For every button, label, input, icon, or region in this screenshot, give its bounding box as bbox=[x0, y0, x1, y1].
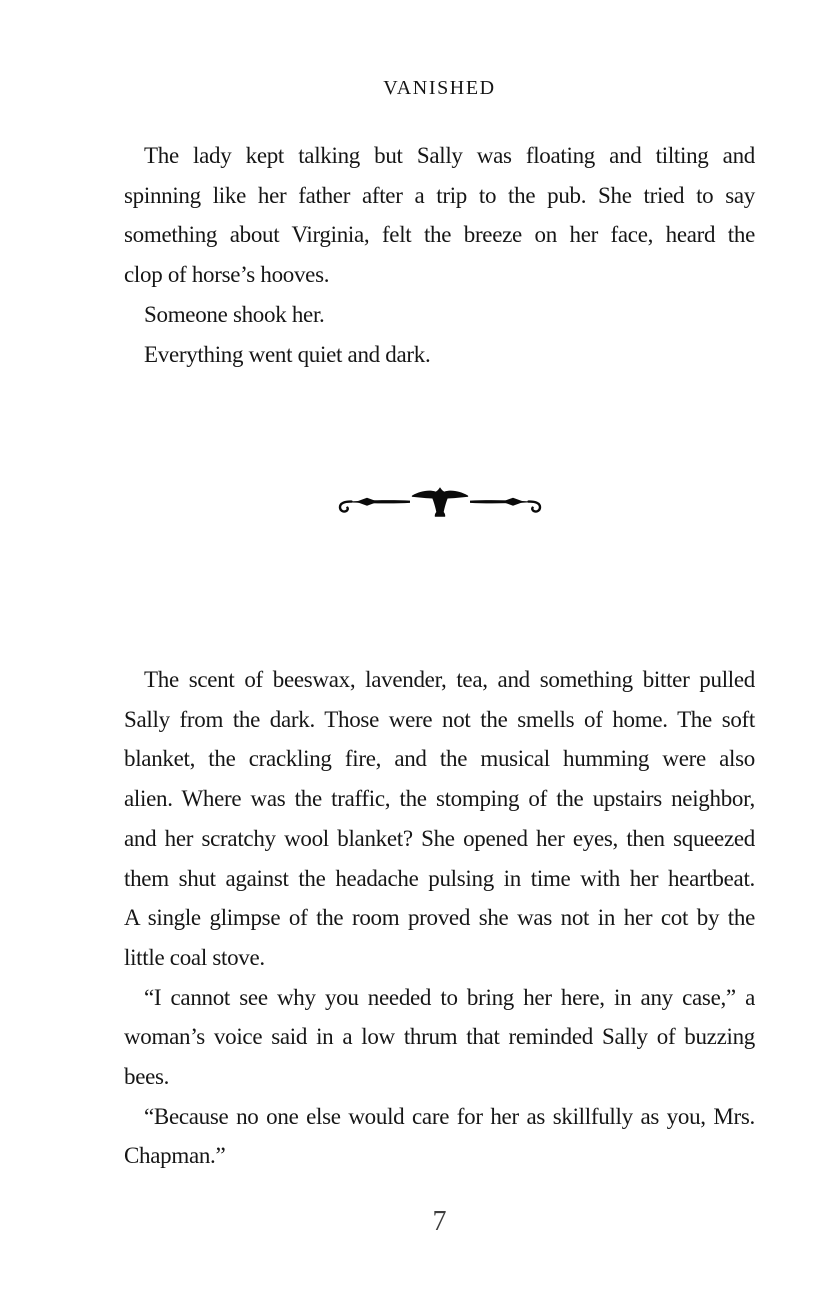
text-line: Someone shook her. bbox=[144, 301, 325, 327]
text-line: and her scratchy wool blanket? She opened her eyes, then squeezed bbox=[124, 825, 755, 851]
text-line: spinning like her father after a trip to the pub. She tried to say bbox=[124, 182, 755, 208]
bird-flourish-icon bbox=[337, 486, 543, 519]
text-line: woman’s voice said in a low thrum that reminded Sally of buzzing bbox=[124, 1024, 755, 1050]
text-line: them shut against the headache pulsing in time with her heartbeat. bbox=[124, 865, 755, 891]
paragraph bbox=[124, 136, 755, 295]
page-content bbox=[124, 0, 755, 1316]
page-number: 7 bbox=[432, 1206, 447, 1237]
text-line: little coal stove. bbox=[124, 944, 265, 970]
right-flourish bbox=[470, 498, 540, 512]
text-line: something about Virginia, felt the breeze on her face, heard the bbox=[124, 222, 755, 248]
paragraph bbox=[124, 660, 755, 978]
text-line: blanket, the crackling fire, and the musical humming were also bbox=[124, 746, 755, 772]
paragraph bbox=[124, 978, 755, 1097]
text-line: bees. bbox=[124, 1064, 170, 1090]
text-line: “Because no one else would care for her as skillfully as you, Mrs. bbox=[144, 1103, 755, 1129]
text-section-top bbox=[124, 136, 755, 374]
left-flourish bbox=[340, 498, 410, 512]
paragraph bbox=[124, 295, 755, 335]
text-line: Everything went quiet and dark. bbox=[144, 341, 431, 367]
text-line: The lady kept talking but Sally was floating and tilting and bbox=[144, 143, 755, 168]
text-line: A single glimpse of the room proved she was not in her cot by the bbox=[124, 905, 755, 931]
text-section-bottom bbox=[124, 660, 755, 1176]
running-head: VANISHED bbox=[383, 77, 496, 99]
text-line: Sally from the dark. Those were not the smells of home. The soft bbox=[124, 706, 755, 732]
text-line: Chapman.” bbox=[124, 1143, 226, 1169]
text-line: clop of horse’s hooves. bbox=[124, 262, 330, 288]
text-line: “I cannot see why you needed to bring her here, in any case,” a bbox=[144, 984, 755, 1010]
text-line: The scent of beeswax, lavender, tea, and something bitter pulled bbox=[144, 667, 755, 692]
bird-silhouette bbox=[411, 487, 467, 517]
paragraph bbox=[124, 1097, 755, 1176]
paragraph bbox=[124, 335, 755, 375]
scene-break-ornament bbox=[337, 486, 543, 519]
text-line: alien. Where was the traffic, the stomping of the upstairs neighbor, bbox=[124, 786, 755, 812]
